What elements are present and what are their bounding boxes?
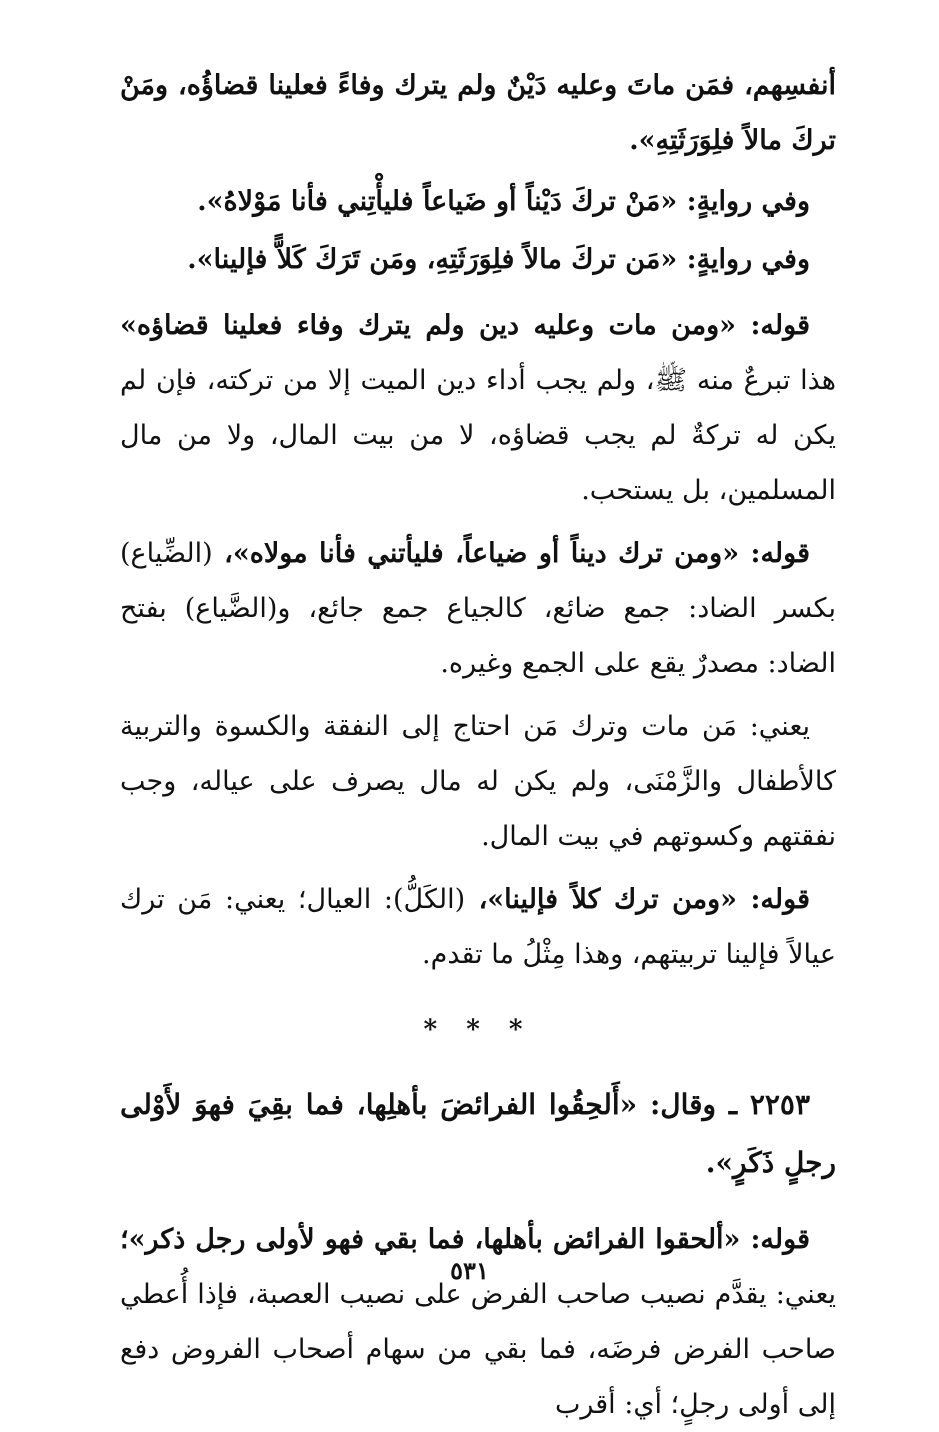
riwaya-1-quote: «مَنْ تركَ دَيْناً أو ضَياعاً فليأْتِني فأنا مَوْلاهُ». <box>197 186 678 217</box>
sharh-5-lead: قوله: «ألحقوا الفرائض بأهلها، فما بقي فهو لأولى رجل ذكر»؛ <box>120 1224 810 1255</box>
sharh-4-lead: قوله: «ومن ترك كلاً فإلينا»، <box>465 884 810 915</box>
sharh-3 <box>120 699 836 864</box>
sharh-1-lead: قوله: «ومن مات وعليه دين ولم يترك وفاء فعلينا قضاؤه» <box>120 310 810 341</box>
riwaya-1-lead: وفي روايةٍ: <box>677 186 810 217</box>
sharh-5-text: يعني: يقدَّم نصيب صاحب الفرض على نصيب العصبة، فإذا أُعطي صاحب الفرض فرضَه، فما بقي من سهام أصحاب الفروض دفع إلى أولى رجلٍ؛ أي: أقرب <box>120 1279 836 1420</box>
riwaya-2-lead: وفي روايةٍ: <box>677 244 810 275</box>
hadith-lead: وقال: <box>637 1088 717 1121</box>
sharh-3-text: يعني: مَن مات وترك مَن احتاج إلى النفقة والكسوة والتربية كالأطفال والزَّمْنَى، ولم يكن له مال يصرف على عياله، وجب نفقتهم وكسوتهم في بيت المال. <box>120 711 836 852</box>
sharh-2-lead: قوله: «ومن ترك ديناً أو ضياعاً، فليأتني فأنا مولاه»، <box>212 538 810 569</box>
hadith-text: «أَلحِقُوا الفرائضَ بأهلِها، فما بقِيَ فهوَ لأَوْلى رجلٍ ذَكَرٍ». <box>120 1088 836 1179</box>
page-body <box>120 58 836 1420</box>
riwaya-1 <box>120 174 836 232</box>
sharh-1 <box>120 298 836 518</box>
riwaya-2 <box>120 232 836 290</box>
sharh-1-text: هذا تبرعٌ منه ﷺ، ولم يجب أداء دين الميت إلا من تركته، فإن لم يكن له تركةٌ لم يجب قضاؤه، لا من بيت المال، ولا من مال المسلمين، بل يستحب. <box>120 365 836 506</box>
section-separator: * * * <box>423 1015 533 1045</box>
sharh-2 <box>120 526 836 691</box>
intro-text: أنفسِهم، فمَن ماتَ وعليه دَيْنٌ ولم يترك وفاءً فعلينا قضاؤُه، ومَنْ تركَ مالاً فلِوَرَثَتِهِ». <box>120 70 836 156</box>
sharh-4-text: (الكَلُّ): العيال؛ يعني: مَن ترك عيالاً فإلينا تربيتهم، وهذا مِثْلُ ما تقدم. <box>120 884 836 970</box>
page-number: ٥٣١ <box>450 1256 489 1285</box>
hadith-2253 <box>120 1076 836 1192</box>
intro-paragraph <box>120 58 836 174</box>
riwaya-2-quote: «مَن تركَ مالاً فلِوَرَثَتِهِ، ومَن تَرَكَ كَلاًّ فإلينا». <box>187 244 678 275</box>
hadith-number: ٢٢٥٣ ـ <box>716 1088 810 1121</box>
sharh-5 <box>120 1212 836 1432</box>
sharh-2-text: (الضِّياع) بكسر الضاد: جمع ضائع، كالجياع جمع جائع، و(الضَّياع) بفتح الضاد: مصدرٌ يقع على الجمع وغيره. <box>120 538 836 679</box>
sharh-4 <box>120 872 836 982</box>
